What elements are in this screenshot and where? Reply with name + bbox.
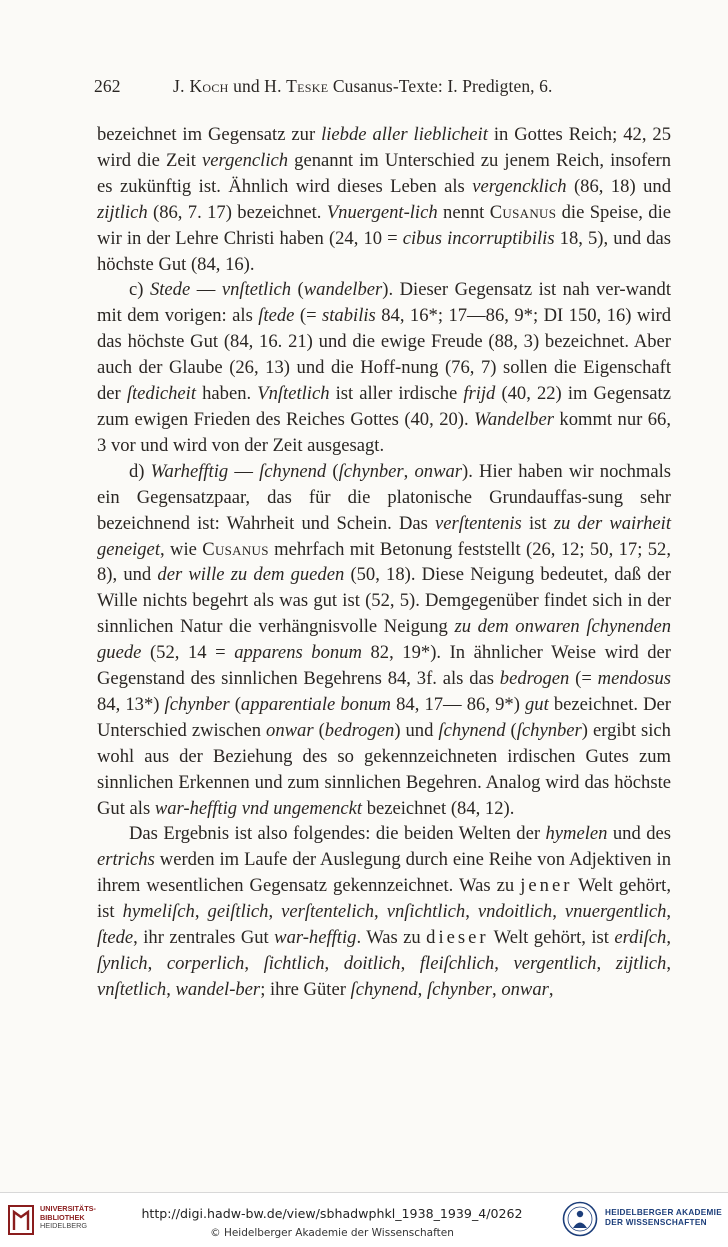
body-text <box>97 122 671 1003</box>
academy-name: HEIDELBERGER AKADEMIE DER WISSENSCHAFTEN <box>605 1208 722 1227</box>
work-title: Cusanus-Texte: I. Predigten, 6. <box>332 76 553 96</box>
author-teske: H. Teske <box>264 76 329 96</box>
paragraph-4: Das Ergebnis ist also folgendes: die beiden Welten der hymelen und des ertrichs werden im Laufe der Auslegung durch eine Reihe von Adjektiven in ihrem wesentlichen Gegensatz gekennzeichnet. Was zu jener Welt gehört, ist hymeliſch, geiſtlich, verſtentelich, vnſichtlich, vndoitlich, vnuergentlich, ſtede, ihr zentrales Gut war-hefftig. Was zu dieser Welt gehört, ist erdiſch, ſynlich, corperlich, ſichtlich, doitlich, fleiſchlich, vergentlich, zijtlich, vnſtetlich, wandel-ber; ihre Güter ſchynend, ſchynber, onwar, <box>97 823 672 1000</box>
paragraph-2: c) Stede — vnſtetlich (wandelber). Dieser Gegensatz ist nah ver-wandt mit dem vorigen: als ſtede (= stabilis 84, 16*; 17—86, 9*; DI 150, 16) wird das höchste Gut (84, 16. 21) und die ewige Freude (88, 3) bezeichnet. Aber auch der Glaube (26, 13) und die Hoff-nung (76, 7) sollen die Eigenschaft der ſtedicheit haben. Vnſtetlich ist aller irdische frijd (40, 22) im Gegensatz zum ewigen Frieden des Reiches Gottes (40, 20). Wandelber kommt nur 66, 3 vor und wird von der Zeit ausgesagt. <box>97 279 672 456</box>
paragraph-1: bezeichnet im Gegensatz zur liebde aller lieblicheit in Gottes Reich; 42, 25 wird die Zeit vergenclich genannt im Unterschied zu jenem Reich, insofern es zukünftig ist. Ähnlich wird dieses Leben als vergencklich (86, 18) und zijtlich (86, 7. 17) bezeichnet. Vnuergent-lich nennt Cusanus die Speise, die wir in der Lehre Christi haben (24, 10 = cibus incorruptibilis 18, 5), und das höchste Gut (84, 16). <box>97 124 672 275</box>
academy-seal-icon <box>562 1201 598 1237</box>
page-number: 262 <box>94 76 121 96</box>
viewer-footer <box>0 1192 728 1247</box>
author-koch: J. Koch <box>173 76 229 96</box>
conjunction: und <box>233 76 260 96</box>
permalink-url[interactable]: http://digi.hadw-bw.de/view/sbhadwphkl_1938_1939_4/0262 <box>141 1206 523 1221</box>
running-title <box>173 76 552 97</box>
university-library-logo-icon <box>6 1203 36 1237</box>
library-name: UNIVERSITÄTS- BIBLIOTHEK HEIDELBERG <box>40 1204 96 1231</box>
copyright-notice: © Heidelberger Akademie der Wissenschaften <box>210 1227 454 1239</box>
paragraph-3: d) Warhefftig — ſchynend (ſchynber, onwar). Hier haben wir nochmals ein Gegensatzpaar, das für die platonische Grundauffas-sung sehr bezeichnend ist: Wahrheit und Schein. Das verſtentenis ist zu der wairheit geneiget, wie Cusanus mehrfach mit Betonung feststellt (26, 12; 50, 17; 52, 8), und der wille zu dem gueden (50, 18). Diese Neigung bedeutet, daß der Wille nichts begehrt als was gut ist (52, 5). Demgegenüber findet sich in der sinnlichen Natur die verhängnisvolle Neigung zu dem onwaren ſchynenden guede (52, 14 = apparens bonum 82, 19*). In ähnlicher Weise wird der Gegenstand des sinnlichen Begehrens 84, 3f. als das bedrogen (= mendosus 84, 13*) ſchynber (apparentiale bonum 84, 17— 86, 9*) gut bezeichnet. Der Unterschied zwischen onwar (bedrogen) und ſchynend (ſchynber) ergibt sich wohl aus der Beziehung des so gekennzeichneten irdischen Gutes zum sinnlichen Erkennen und zum sinnlichen Begehren. Analog wird das höchste Gut als war-hefftig vnd ungemenckt bezeichnet (84, 12). <box>97 460 672 819</box>
